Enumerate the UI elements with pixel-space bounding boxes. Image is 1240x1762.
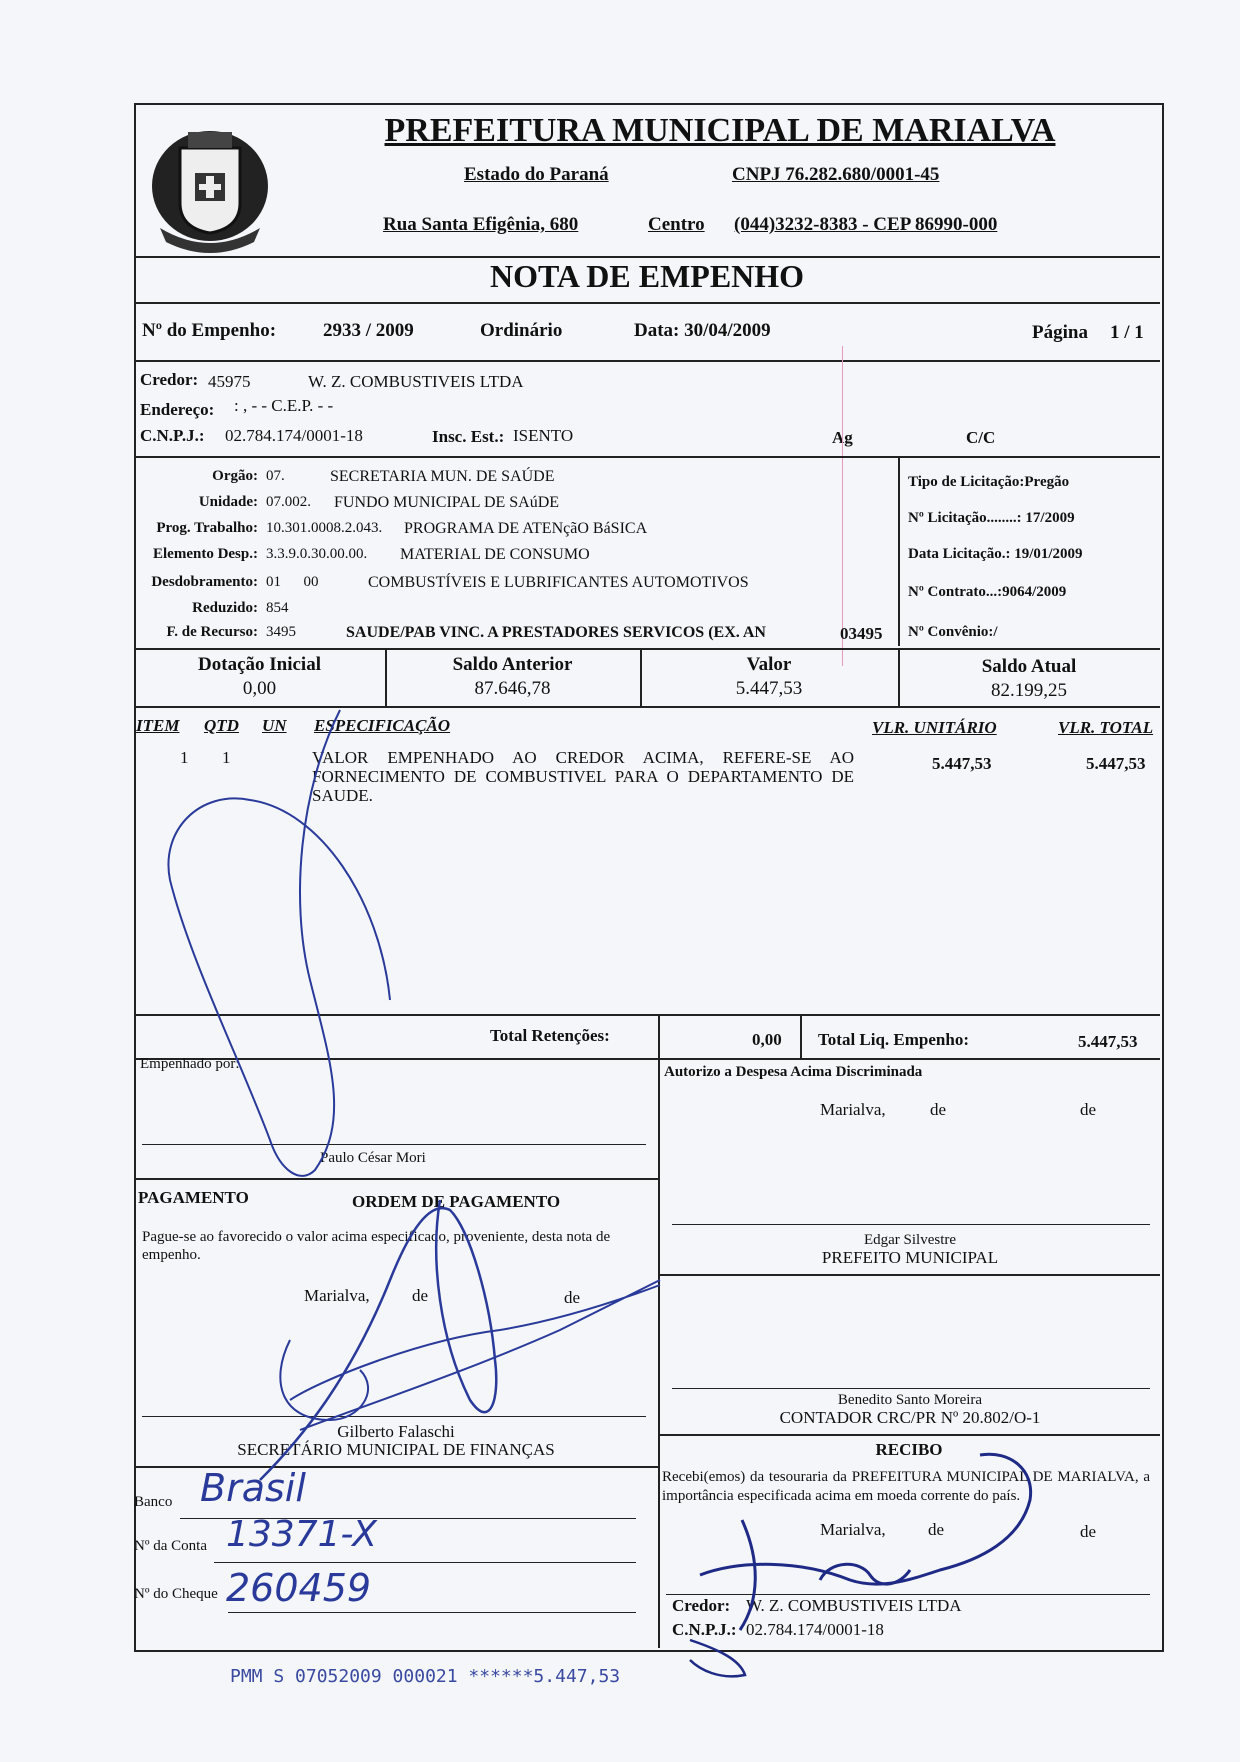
classification-label: Unidade: [198, 494, 258, 510]
divider [134, 1058, 1160, 1060]
valor-value: 5.447,53 [735, 678, 803, 699]
col-un-header: UN [262, 716, 287, 735]
ag-label: Ag [832, 428, 853, 447]
classification-label: Elemento Desp.: [153, 546, 258, 562]
autorizo-de1: de [930, 1100, 947, 1119]
classification-code: 01 00 [266, 574, 319, 590]
classification-description: MATERIAL DE CONSUMO [400, 546, 590, 563]
empenho-number-label: Nº do Empenho: [142, 320, 277, 341]
pink-margin-line [842, 346, 843, 666]
credor-code: 45975 [208, 372, 251, 391]
col-item-header: ITEM [136, 716, 180, 735]
signature-line [666, 1594, 1150, 1595]
classification-code: 3495 [266, 624, 296, 640]
dotacao-value: 0,00 [242, 678, 277, 699]
col-total-header: VLR. TOTAL [1058, 718, 1154, 737]
liq-label: Total Liq. Empenho: [818, 1030, 969, 1049]
pagamento-de1: de [412, 1286, 429, 1305]
retencoes-label: Total Retenções: [490, 1026, 610, 1045]
signature-line [672, 1388, 1150, 1389]
saldo-anterior-value: 87.646,78 [474, 678, 551, 699]
insc-value: ISENTO [513, 426, 574, 445]
retencoes-value: 0,00 [752, 1030, 782, 1049]
divider [658, 1434, 1160, 1436]
recibo-cnpj-label: C.N.P.J.: [672, 1620, 737, 1639]
conta-handwritten: 13371-X [226, 1514, 377, 1555]
item-unit-price: 5.447,53 [932, 754, 992, 773]
banco-handwritten: Brasil [200, 1466, 306, 1510]
autorizo-label: Autorizo a Despesa Acima Discriminada [664, 1064, 923, 1080]
autorizo-de2: de [1080, 1100, 1097, 1119]
district-label: Centro [648, 214, 705, 235]
classification-label: Prog. Trabalho: [156, 520, 258, 536]
divider [134, 360, 1160, 362]
classification-description: PROGRAMA DE ATENçãO BáSICA [404, 520, 648, 537]
signature-line [672, 1224, 1150, 1225]
divider [658, 1014, 660, 1058]
classification-code: 3.3.9.0.30.00.00. [266, 546, 368, 562]
cheque-handwritten: 260459 [226, 1566, 372, 1610]
autorizo-role: PREFEITO MUNICIPAL [821, 1248, 999, 1267]
recibo-cnpj: 02.784.174/0001-18 [746, 1620, 884, 1639]
autorizo-place: Marialva, [820, 1100, 886, 1119]
endereco-value: : , - - C.E.P. - - [234, 396, 334, 415]
page-number: 1 / 1 [1110, 322, 1144, 343]
cnpj-label: CNPJ 76.282.680/0001-45 [732, 164, 940, 185]
footer-stamp: PMM S 07052009 000021 ******5.447,53 [230, 1666, 621, 1687]
col-qtd-header: QTD [204, 716, 239, 735]
signature-line [142, 1416, 646, 1417]
saldo-atual-label: Saldo Atual [981, 656, 1077, 677]
recibo-title: RECIBO [875, 1440, 943, 1459]
divider [134, 648, 1160, 650]
contador-role: CONTADOR CRC/PR Nº 20.802/O-1 [779, 1408, 1041, 1427]
classification-code: 07. [266, 468, 285, 484]
classification-description: FUNDO MUNICIPAL DE SAúDE [334, 494, 560, 511]
classification-code: 07.002. [266, 494, 311, 510]
divider [134, 456, 1160, 458]
document-title: NOTA DE EMPENHO [489, 258, 805, 294]
licitacao-numero: Nº Licitação........: 17/2009 [908, 510, 1075, 526]
address-label: Rua Santa Efigênia, 680 [383, 214, 579, 235]
divider [134, 302, 1160, 304]
classification-description: SECRETARIA MUN. DE SAÚDE [330, 468, 555, 485]
item-spec: VALOR EMPENHADO AO CREDOR ACIMA, REFERE-SE AO FORNECIMENTO DE COMBUSTIVEL PARA O DEPARTAMENTO DE SAUDE. [312, 748, 854, 805]
divider [658, 1058, 660, 1648]
phone-cep-label: (044)3232-8383 - CEP 86990-000 [734, 214, 998, 235]
divider [898, 456, 900, 646]
pagamento-role: SECRETÁRIO MUNICIPAL DE FINANÇAS [237, 1440, 555, 1459]
liq-value: 5.447,53 [1078, 1032, 1138, 1051]
pagamento-de2: de [564, 1288, 581, 1307]
empenho-type: Ordinário [480, 320, 563, 341]
credor-name: W. Z. COMBUSTIVEIS LTDA [308, 372, 524, 391]
recibo-de1: de [928, 1520, 945, 1539]
divider [134, 706, 1160, 708]
divider [658, 1274, 1160, 1276]
credor-cnpj: 02.784.174/0001-18 [225, 426, 363, 445]
recurso-code: 03495 [840, 624, 883, 643]
state-label: Estado do Paraná [464, 164, 609, 185]
recibo-place: Marialva, [820, 1520, 886, 1539]
licitacao-data: Data Licitação.: 19/01/2009 [908, 546, 1083, 562]
classification-label: Orgão: [212, 468, 258, 484]
divider [800, 1014, 802, 1058]
pagamento-signer: Gilberto Falaschi [337, 1422, 455, 1441]
recibo-text: Recebi(emos) da tesouraria da PREFEITURA MUNICIPAL DE MARIALVA, a importância especificada acima em moeda corrente do país. [662, 1469, 1150, 1504]
divider [134, 1014, 1160, 1016]
page-number-label: Página [1032, 322, 1088, 343]
empenhado-name: Paulo César Mori [320, 1150, 426, 1166]
municipal-crest-icon [140, 118, 280, 258]
classification-code: 854 [266, 600, 289, 616]
insc-label: Insc. Est.: [432, 427, 505, 446]
ordem-pagamento-label: ORDEM DE PAGAMENTO [352, 1192, 561, 1211]
classification-code: 10.301.0008.2.043. [266, 520, 383, 536]
credor-cnpj-label: C.N.P.J.: [140, 426, 205, 445]
col-unit-header: VLR. UNITÁRIO [872, 718, 997, 737]
credor-label: Credor: [140, 370, 199, 389]
item-qty: 1 [222, 748, 231, 767]
valor-label: Valor [746, 654, 792, 675]
page-title: PREFEITURA MUNICIPAL DE MARIALVA [384, 112, 1056, 149]
contador-signer: Benedito Santo Moreira [837, 1392, 983, 1408]
pagamento-place: Marialva, [304, 1286, 370, 1305]
classification-label: Reduzido: [192, 600, 258, 616]
pagamento-text: Pague-se ao favorecido o valor acima especificado, proveniente, desta nota de empenho. [142, 1229, 611, 1263]
cheque-label: Nº do Cheque [134, 1586, 218, 1602]
autorizo-signer: Edgar Silvestre [863, 1232, 957, 1248]
pagamento-label: PAGAMENTO [138, 1188, 249, 1207]
item-number: 1 [180, 748, 189, 767]
cc-label: C/C [966, 428, 996, 447]
signature-line [142, 1144, 646, 1145]
empenho-date: Data: 30/04/2009 [634, 320, 771, 341]
conta-line [214, 1562, 636, 1563]
recibo-credor: W. Z. COMBUSTIVEIS LTDA [746, 1596, 962, 1615]
recibo-credor-label: Credor: [672, 1596, 731, 1615]
licitacao-convenio: Nº Convênio:/ [908, 624, 998, 640]
classification-description: COMBUSTÍVEIS E LUBRIFICANTES AUTOMOTIVOS [368, 574, 749, 591]
saldo-atual-value: 82.199,25 [991, 680, 1067, 701]
conta-label: Nº da Conta [134, 1538, 207, 1554]
divider [134, 1178, 658, 1180]
licitacao-contrato: Nº Contrato...:9064/2009 [908, 584, 1067, 600]
item-total: 5.447,53 [1086, 754, 1146, 773]
classification-description: SAUDE/PAB VINC. A PRESTADORES SERVICOS (EX. AN [346, 624, 766, 641]
empenhado-label: Empenhado por: [140, 1056, 240, 1072]
licitacao-tipo: Tipo de Licitação:Pregão [908, 474, 1070, 490]
saldo-anterior-label: Saldo Anterior [452, 654, 573, 675]
cheque-line [228, 1612, 636, 1613]
empenho-number: 2933 / 2009 [323, 320, 414, 341]
dotacao-label: Dotação Inicial [198, 654, 321, 675]
col-spec-header: ESPECIFICAÇÃO [314, 716, 451, 735]
endereco-label: Endereço: [140, 400, 215, 419]
recibo-de2: de [1080, 1522, 1097, 1541]
banco-label: Banco [134, 1494, 173, 1510]
classification-label: Desdobramento: [151, 574, 258, 590]
classification-label: F. de Recurso: [166, 624, 258, 640]
